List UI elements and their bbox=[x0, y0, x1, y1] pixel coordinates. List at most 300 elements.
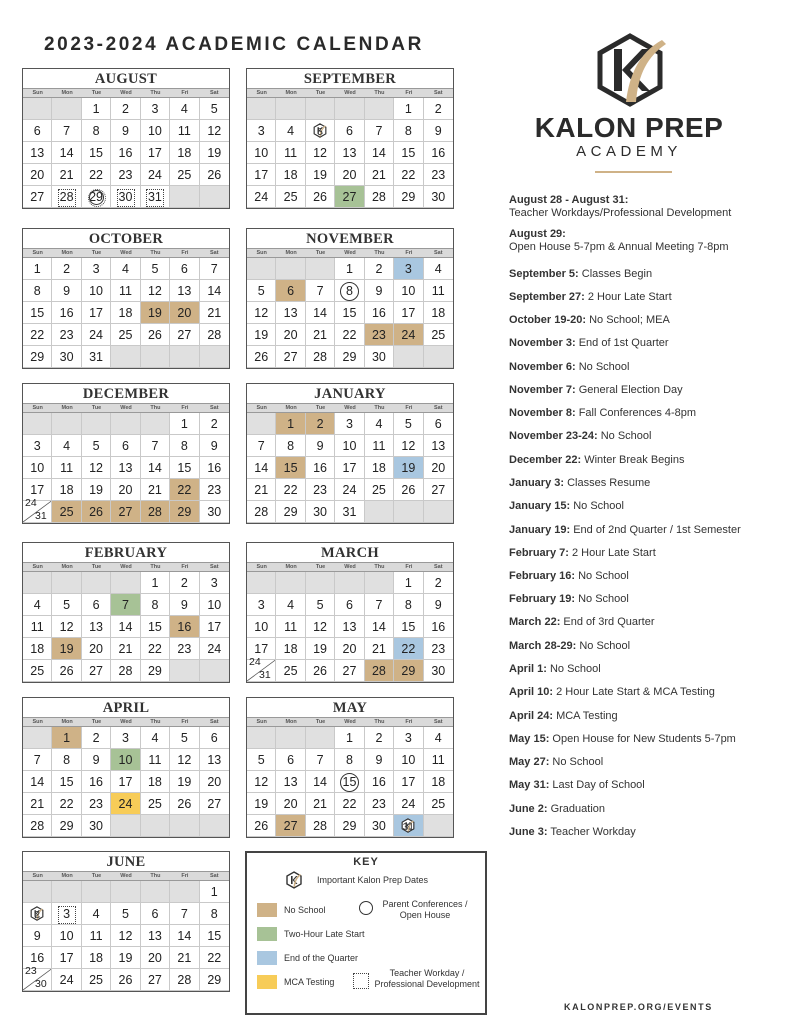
day-cell: 27 bbox=[23, 186, 52, 208]
day-cell: 14 bbox=[170, 925, 199, 947]
event-date: February 19: bbox=[509, 593, 576, 605]
day-cell: 7 bbox=[365, 594, 394, 616]
month-march bbox=[246, 542, 454, 683]
day-cell: 3 bbox=[141, 98, 170, 120]
event-item bbox=[509, 384, 683, 397]
event-item bbox=[509, 361, 629, 374]
day-cell: 23 bbox=[170, 638, 199, 660]
empty-day bbox=[170, 186, 199, 208]
weekday-header bbox=[23, 718, 229, 727]
day-cell: 7 bbox=[365, 120, 394, 142]
event-item bbox=[509, 194, 731, 219]
day-cell: 18 bbox=[111, 302, 140, 324]
day-cell: 21 bbox=[200, 302, 229, 324]
day-cell: 5 bbox=[111, 903, 140, 925]
empty-day bbox=[111, 572, 140, 594]
day-cell: 2 bbox=[365, 258, 394, 280]
day-cell: 1 bbox=[276, 413, 305, 435]
key-no-school-swatch bbox=[257, 903, 277, 917]
day-cell: 19 bbox=[82, 479, 111, 501]
empty-day bbox=[247, 727, 276, 749]
empty-day bbox=[141, 346, 170, 368]
day-cell: 25 bbox=[424, 793, 453, 815]
day-cell: 12 bbox=[170, 749, 199, 771]
day-cell: 16 bbox=[365, 302, 394, 324]
weekday-label: Wed bbox=[120, 250, 132, 256]
day-cell: 7 bbox=[200, 258, 229, 280]
day-cell: 10 bbox=[111, 749, 140, 771]
day-cell: 24 31 bbox=[247, 660, 276, 682]
day-cell: 14 bbox=[306, 771, 335, 793]
event-item bbox=[509, 663, 601, 676]
empty-day bbox=[141, 413, 170, 435]
day-cell: 22 bbox=[335, 793, 364, 815]
day-cell: 1 bbox=[200, 881, 229, 903]
day-cell: 10 bbox=[335, 435, 364, 457]
day-cell: 29 bbox=[170, 501, 199, 523]
day-cell: 17 bbox=[141, 142, 170, 164]
day-cell: 27 bbox=[424, 479, 453, 501]
weekday-label: Sun bbox=[256, 90, 267, 96]
day-cell: 9 bbox=[200, 435, 229, 457]
event-item bbox=[509, 477, 650, 490]
day-cell: 22 bbox=[141, 638, 170, 660]
day-cell: 20 bbox=[200, 771, 229, 793]
event-date: February 7: bbox=[509, 547, 569, 559]
day-cell: 20 bbox=[276, 793, 305, 815]
day-cell: 22 bbox=[52, 793, 81, 815]
day-cell: 2 bbox=[306, 413, 335, 435]
calendar-key bbox=[245, 851, 487, 1015]
day-cell: 27 bbox=[111, 501, 140, 523]
month-name: DECEMBER bbox=[23, 384, 229, 404]
weekday-header bbox=[23, 89, 229, 98]
day-cell: 16 bbox=[23, 947, 52, 969]
day-cell: 17 bbox=[247, 164, 276, 186]
event-description: Winter Break Begins bbox=[581, 454, 685, 466]
day-cell: 11 bbox=[52, 457, 81, 479]
empty-day bbox=[394, 501, 423, 523]
weekday-label: Fri bbox=[181, 719, 189, 725]
day-cell: 4 bbox=[52, 435, 81, 457]
key-mca-swatch bbox=[257, 975, 277, 989]
day-cell: 12 bbox=[394, 435, 423, 457]
day-cell: 24 bbox=[247, 186, 276, 208]
day-cell: 4 bbox=[276, 594, 305, 616]
day-cell: 29 bbox=[394, 660, 423, 682]
day-cell: 21 bbox=[306, 324, 335, 346]
day-cell: 23 bbox=[200, 479, 229, 501]
key-end-quarter-label: End of the Quarter bbox=[284, 953, 359, 963]
day-cell: 4 bbox=[23, 594, 52, 616]
day-cell: 11 bbox=[23, 616, 52, 638]
day-cell: 23 bbox=[82, 793, 111, 815]
month-june bbox=[22, 851, 230, 992]
day-cell: 26 bbox=[394, 479, 423, 501]
event-item bbox=[509, 228, 729, 253]
day-cell: 3 bbox=[52, 903, 81, 925]
event-description: General Election Day bbox=[575, 384, 683, 396]
empty-day bbox=[170, 660, 199, 682]
day-cell: 2 bbox=[111, 98, 140, 120]
day-cell: 12 bbox=[306, 142, 335, 164]
month-name: MAY bbox=[247, 698, 453, 718]
month-september bbox=[246, 68, 454, 209]
day-cell: 3 bbox=[200, 572, 229, 594]
day-cell: 6 bbox=[335, 594, 364, 616]
day-cell: 23 bbox=[365, 324, 394, 346]
weekday-label: Sat bbox=[434, 90, 443, 96]
event-item bbox=[509, 407, 696, 420]
day-cell: 7 bbox=[170, 903, 199, 925]
day-cell: 20 bbox=[23, 164, 52, 186]
day-cell: 25 bbox=[170, 164, 199, 186]
day-cell: 25 bbox=[111, 324, 140, 346]
day-cell: 16 bbox=[200, 457, 229, 479]
month-august bbox=[22, 68, 230, 209]
empty-day bbox=[365, 572, 394, 594]
key-workday-box bbox=[353, 973, 369, 989]
day-cell: 28 bbox=[365, 186, 394, 208]
event-item bbox=[509, 500, 624, 513]
weekday-label: Sat bbox=[210, 873, 219, 879]
day-cell: 19 bbox=[247, 324, 276, 346]
day-cell: 4 bbox=[424, 727, 453, 749]
event-date: April 24: bbox=[509, 710, 554, 722]
empty-day bbox=[23, 881, 52, 903]
event-date: November 6: bbox=[509, 361, 576, 373]
day-cell: 1 bbox=[170, 413, 199, 435]
day-cell: 15 bbox=[276, 457, 305, 479]
weekday-label: Tue bbox=[315, 719, 326, 725]
event-description: 2 Hour Late Start bbox=[568, 547, 656, 559]
weekday-label: Fri bbox=[405, 719, 413, 725]
event-description: Teacher Workdays/Professional Development bbox=[509, 206, 732, 219]
day-cell: 26 bbox=[111, 969, 140, 991]
event-item bbox=[509, 616, 655, 629]
day-cell: 19 bbox=[111, 947, 140, 969]
day-cell: 30 bbox=[365, 815, 394, 837]
day-cell: 17 bbox=[23, 479, 52, 501]
month-name: FEBRUARY bbox=[23, 543, 229, 563]
weekday-header bbox=[23, 563, 229, 572]
empty-day bbox=[424, 346, 453, 368]
empty-day bbox=[276, 727, 305, 749]
day-cell: 1 bbox=[52, 727, 81, 749]
empty-day bbox=[111, 346, 140, 368]
day-cell: 28 bbox=[23, 815, 52, 837]
day-cell: 5 bbox=[200, 98, 229, 120]
event-description: MCA Testing bbox=[553, 710, 618, 722]
day-cell: 20 bbox=[170, 302, 199, 324]
day-cell: 14 bbox=[365, 616, 394, 638]
day-cell: 6 bbox=[200, 727, 229, 749]
day-cell: 31 bbox=[394, 815, 423, 837]
weekday-label: Mon bbox=[61, 564, 73, 570]
weekday-label: Wed bbox=[120, 873, 132, 879]
day-cell: 24 bbox=[394, 793, 423, 815]
day-cell: 25 bbox=[141, 793, 170, 815]
weekday-label: Thu bbox=[374, 564, 385, 570]
weekday-header bbox=[247, 563, 453, 572]
day-cell: 20 bbox=[424, 457, 453, 479]
empty-day bbox=[247, 98, 276, 120]
day-cell: 10 bbox=[82, 280, 111, 302]
event-item bbox=[509, 756, 603, 769]
day-cell: 17 bbox=[111, 771, 140, 793]
day-cell: 25 bbox=[276, 186, 305, 208]
day-cell: 5 bbox=[247, 280, 276, 302]
day-cell: 31 bbox=[141, 186, 170, 208]
day-cell: 11 bbox=[276, 616, 305, 638]
day-cell: 30 bbox=[52, 346, 81, 368]
day-cell: 4 bbox=[424, 258, 453, 280]
event-description: 2 Hour Late Start & MCA Testing bbox=[553, 686, 715, 698]
weekday-label: Sun bbox=[32, 250, 43, 256]
day-cell: 7 bbox=[306, 749, 335, 771]
day-cell: 21 bbox=[170, 947, 199, 969]
key-important-label: Important Kalon Prep Dates bbox=[317, 875, 429, 885]
weekday-label: Mon bbox=[285, 719, 297, 725]
day-cell: 13 bbox=[424, 435, 453, 457]
day-cell: 18 bbox=[276, 638, 305, 660]
day-cell: 4 bbox=[170, 98, 199, 120]
event-date: April 10: bbox=[509, 686, 554, 698]
day-cell: 7 bbox=[247, 435, 276, 457]
day-cell: 21 bbox=[23, 793, 52, 815]
key-title: KEY bbox=[353, 856, 379, 868]
weekday-label: Tue bbox=[315, 405, 326, 411]
weekday-header bbox=[23, 404, 229, 413]
empty-day bbox=[111, 881, 140, 903]
event-item bbox=[509, 524, 741, 537]
day-cell: 29 bbox=[82, 186, 111, 208]
event-item bbox=[509, 337, 669, 350]
events-link[interactable]: KALONPREP.ORG/EVENTS bbox=[564, 1002, 713, 1012]
day-cell: 4 bbox=[111, 258, 140, 280]
weekday-label: Thu bbox=[374, 405, 385, 411]
empty-day bbox=[200, 186, 229, 208]
empty-day bbox=[247, 572, 276, 594]
event-item bbox=[509, 826, 636, 839]
weekday-label: Sun bbox=[256, 250, 267, 256]
weekday-label: Sat bbox=[210, 405, 219, 411]
empty-day bbox=[247, 413, 276, 435]
day-cell: 10 bbox=[394, 749, 423, 771]
day-cell: 15 bbox=[335, 771, 364, 793]
weekday-label: Sun bbox=[256, 564, 267, 570]
weekday-label: Sun bbox=[32, 719, 43, 725]
day-cell: 26 bbox=[247, 346, 276, 368]
day-cell: 13 bbox=[141, 925, 170, 947]
event-description: Teacher Workday bbox=[547, 826, 636, 838]
day-cell: 14 bbox=[200, 280, 229, 302]
day-cell: 16 bbox=[170, 616, 199, 638]
empty-day bbox=[111, 413, 140, 435]
day-cell: 14 bbox=[141, 457, 170, 479]
day-cell: 26 bbox=[170, 793, 199, 815]
empty-day bbox=[365, 98, 394, 120]
day-cell: 23 bbox=[52, 324, 81, 346]
event-description: No School; MEA bbox=[586, 314, 670, 326]
day-cell: 2 bbox=[52, 258, 81, 280]
event-date: February 16: bbox=[509, 570, 576, 582]
day-cell: 9 bbox=[424, 594, 453, 616]
day-cell: 20 bbox=[276, 324, 305, 346]
weekday-label: Wed bbox=[120, 564, 132, 570]
day-cell: 28 bbox=[141, 501, 170, 523]
day-cell: 14 bbox=[23, 771, 52, 793]
empty-day bbox=[141, 881, 170, 903]
day-cell: 7 bbox=[23, 749, 52, 771]
weekday-label: Mon bbox=[61, 405, 73, 411]
weekday-label: Mon bbox=[285, 564, 297, 570]
weekday-label: Sat bbox=[210, 250, 219, 256]
day-cell: 3 bbox=[247, 594, 276, 616]
day-cell: 26 bbox=[306, 186, 335, 208]
event-date: March 28-29: bbox=[509, 640, 577, 652]
weekday-label: Sat bbox=[434, 564, 443, 570]
weekday-label: Thu bbox=[150, 873, 161, 879]
event-item bbox=[509, 710, 618, 723]
day-cell: 28 bbox=[200, 324, 229, 346]
weekday-label: Thu bbox=[150, 719, 161, 725]
weekday-label: Sun bbox=[32, 564, 43, 570]
weekday-label: Fri bbox=[405, 90, 413, 96]
weekday-label: Mon bbox=[61, 250, 73, 256]
event-date: November 7: bbox=[509, 384, 576, 396]
day-cell: 1 bbox=[394, 572, 423, 594]
day-cell: 30 bbox=[200, 501, 229, 523]
key-no-school-label: No School bbox=[284, 905, 326, 915]
day-cell: 11 bbox=[424, 280, 453, 302]
event-date: August 29: bbox=[509, 228, 566, 240]
day-cell: 24 bbox=[200, 638, 229, 660]
event-description: No School bbox=[576, 640, 631, 652]
day-cell: 10 bbox=[247, 616, 276, 638]
weekday-label: Fri bbox=[405, 405, 413, 411]
weekday-label: Mon bbox=[61, 719, 73, 725]
weekday-label: Sun bbox=[32, 405, 43, 411]
empty-day bbox=[276, 572, 305, 594]
day-cell: 13 bbox=[335, 142, 364, 164]
weekday-label: Mon bbox=[285, 90, 297, 96]
day-cell: 1 bbox=[141, 572, 170, 594]
day-cell: 19 bbox=[394, 457, 423, 479]
day-cell: 18 bbox=[365, 457, 394, 479]
day-cell: 21 bbox=[365, 638, 394, 660]
day-cell: 2 bbox=[82, 727, 111, 749]
event-item bbox=[509, 593, 629, 606]
event-date: December 22: bbox=[509, 454, 582, 466]
day-cell: 11 bbox=[111, 280, 140, 302]
day-cell: 8 bbox=[23, 280, 52, 302]
day-cell: 19 bbox=[306, 638, 335, 660]
day-cell: 17 bbox=[394, 302, 423, 324]
event-date: September 27: bbox=[509, 291, 585, 303]
day-cell: 20 bbox=[82, 638, 111, 660]
event-date: June 2: bbox=[509, 803, 548, 815]
day-cell: 19 bbox=[170, 771, 199, 793]
event-date: May 31: bbox=[509, 779, 550, 791]
day-cell: 1 bbox=[23, 258, 52, 280]
weekday-label: Mon bbox=[61, 873, 73, 879]
weekday-label: Fri bbox=[405, 250, 413, 256]
day-cell: 5 bbox=[52, 594, 81, 616]
day-cell: 26 bbox=[200, 164, 229, 186]
day-cell: 4 bbox=[141, 727, 170, 749]
day-cell: 10 bbox=[141, 120, 170, 142]
weekday-label: Wed bbox=[344, 250, 356, 256]
page-title: 2023-2024 ACADEMIC CALENDAR bbox=[44, 34, 424, 55]
weekday-label: Fri bbox=[181, 250, 189, 256]
day-cell: 4 bbox=[365, 413, 394, 435]
weekday-header bbox=[247, 89, 453, 98]
day-cell: 16 bbox=[111, 142, 140, 164]
day-cell: 11 bbox=[365, 435, 394, 457]
key-late-start-label: Two-Hour Late Start bbox=[284, 929, 365, 939]
day-cell: 19 bbox=[200, 142, 229, 164]
event-description: End of 2nd Quarter / 1st Semester bbox=[570, 524, 741, 536]
day-cell: 21 bbox=[141, 479, 170, 501]
empty-day bbox=[306, 727, 335, 749]
empty-day bbox=[52, 881, 81, 903]
weekday-label: Fri bbox=[181, 90, 189, 96]
logo-divider bbox=[595, 171, 672, 173]
day-cell: 16 bbox=[52, 302, 81, 324]
day-cell: 8 bbox=[141, 594, 170, 616]
weekday-label: Sun bbox=[32, 873, 43, 879]
day-cell: 28 bbox=[52, 186, 81, 208]
day-cell: 11 bbox=[82, 925, 111, 947]
day-cell: 12 bbox=[111, 925, 140, 947]
event-description: Fall Conferences 4-8pm bbox=[575, 407, 697, 419]
day-cell: 13 bbox=[170, 280, 199, 302]
day-cell: 15 bbox=[170, 457, 199, 479]
day-cell: 25 bbox=[82, 969, 111, 991]
day-cell: 2 bbox=[424, 572, 453, 594]
day-cell: 27 bbox=[200, 793, 229, 815]
day-cell: 29 bbox=[335, 815, 364, 837]
day-cell: 27 bbox=[276, 346, 305, 368]
day-cell: 14 bbox=[52, 142, 81, 164]
day-cell: 6 bbox=[276, 749, 305, 771]
weekday-label: Sat bbox=[210, 719, 219, 725]
day-cell: 5 bbox=[306, 120, 335, 142]
weekday-label: Mon bbox=[61, 90, 73, 96]
day-cell: 13 bbox=[276, 302, 305, 324]
empty-day bbox=[82, 881, 111, 903]
weekday-header bbox=[23, 872, 229, 881]
event-description: Graduation bbox=[547, 803, 605, 815]
day-cell: 29 bbox=[394, 186, 423, 208]
day-cell: 21 bbox=[306, 793, 335, 815]
empty-day bbox=[23, 98, 52, 120]
day-cell: 2 bbox=[200, 413, 229, 435]
event-description: 2 Hour Late Start bbox=[584, 291, 672, 303]
empty-day bbox=[52, 98, 81, 120]
day-cell: 6 bbox=[335, 120, 364, 142]
day-cell: 24 bbox=[394, 324, 423, 346]
weekday-label: Tue bbox=[315, 250, 326, 256]
day-cell: 11 bbox=[141, 749, 170, 771]
event-date: June 3: bbox=[509, 826, 548, 838]
day-cell: 9 bbox=[365, 280, 394, 302]
day-cell: 18 bbox=[424, 771, 453, 793]
day-cell: 5 bbox=[306, 594, 335, 616]
day-cell: 6 bbox=[141, 903, 170, 925]
day-cell: 17 bbox=[247, 638, 276, 660]
